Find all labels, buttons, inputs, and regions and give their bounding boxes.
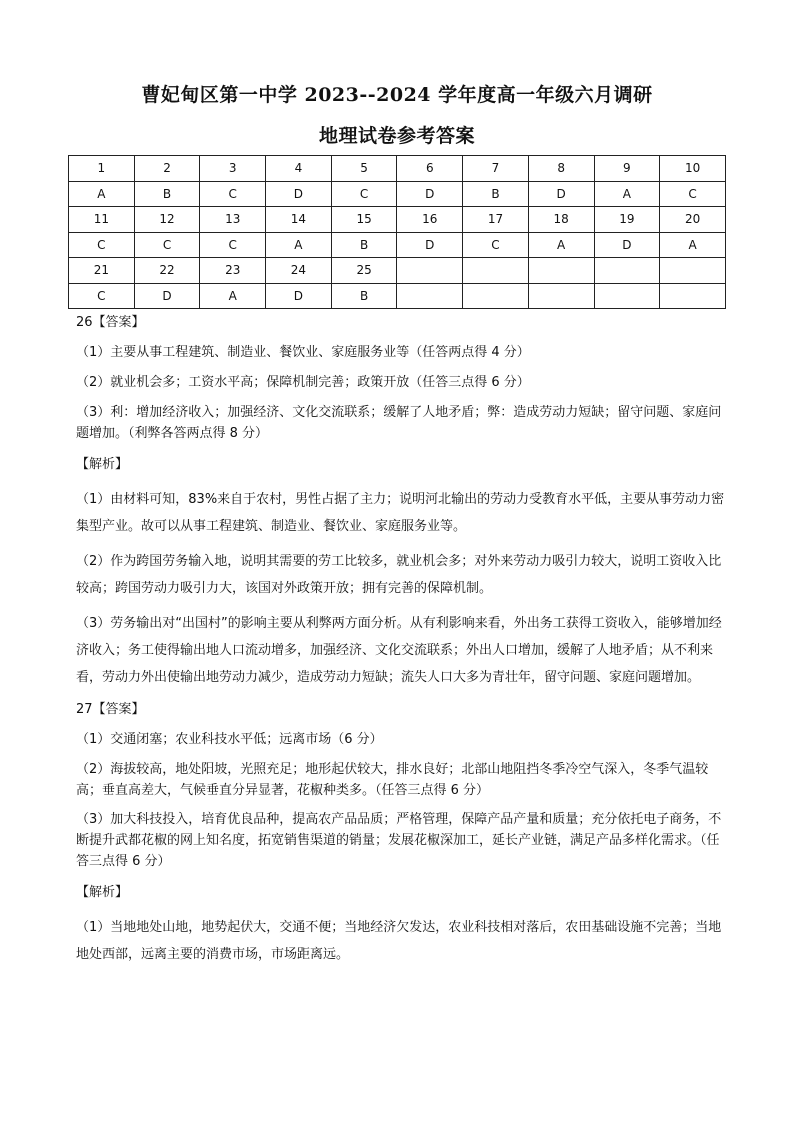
answer-table-cell: 5	[331, 156, 397, 182]
answer-table-cell: 19	[594, 207, 660, 233]
answer-table-cell: 1	[69, 156, 135, 182]
answer-table-row	[69, 156, 726, 182]
answer-table-cell: 6	[397, 156, 463, 182]
q27-analysis-1: （1）当地地处山地，地势起伏大，交通不便；当地经济欠发达，农业科技相对落后，农田基础设施不完善；当地地处西部，远离主要的消费市场，市场距离远。	[76, 920, 722, 962]
answer-table-cell: A	[594, 181, 660, 207]
answer-table-cell: D	[266, 283, 332, 309]
answer-table-cell: 9	[594, 156, 660, 182]
q26-answer-3: （3）利：增加经济收入；加强经济、文化交流联系；缓解了人地矛盾；弊：造成劳动力短缺；留守问题、家庭问题增加。（利弊各答两点得 8 分）	[76, 405, 722, 441]
q26-analysis-2: （2）作为跨国劳务输入地，说明其需要的劳工比较多，就业机会多；对外来劳动力吸引力较大，说明工资收入比较高；跨国劳动力吸引力大，该国对外政策开放；拥有完善的保障机制。	[76, 554, 722, 596]
answer-table-cell: 16	[397, 207, 463, 233]
q26-analysis-3: （3）劳务输出对“出国村”的影响主要从利弊两方面分析。从有利影响来看，外出务工获得工资收入，能够增加经济收入；务工使得输出地人口流动增多，加强经济、文化交流联系；外出人口增加，缓解了人地矛盾；从不利来看，劳动力外出使输出地劳动力减少，造成劳动力短缺；流失人口大多为青壮年，留守问题、家庭问题增加。	[76, 616, 722, 685]
answer-table-cell: B	[331, 232, 397, 258]
answer-table-cell: 8	[528, 156, 594, 182]
answer-table-cell: 4	[266, 156, 332, 182]
answer-table-cell: C	[463, 232, 529, 258]
document-title: 曹妃甸区第一中学 2023--2024 学年度高一年级六月调研	[141, 84, 653, 106]
answer-table-cell: 15	[331, 207, 397, 233]
answer-table-cell: A	[69, 181, 135, 207]
answer-table-cell: D	[528, 181, 594, 207]
answer-table-cell	[594, 258, 660, 284]
answer-table-cell: D	[134, 283, 200, 309]
answer-table-cell	[528, 258, 594, 284]
answer-table-cell: A	[200, 283, 266, 309]
q26-analysis-1: （1）由材料可知，83%来自于农村，男性占据了主力；说明河北输出的劳动力受教育水平低，主要从事劳动力密集型产业。故可以从事工程建筑、制造业、餐饮业、家庭服务业等。	[76, 492, 725, 534]
answer-table-cell: C	[69, 232, 135, 258]
answer-table	[68, 155, 726, 309]
answer-table-cell: 13	[200, 207, 266, 233]
answer-table-cell: D	[266, 181, 332, 207]
answer-table-row	[69, 283, 726, 309]
answer-table-cell	[463, 258, 529, 284]
answer-table-cell: 23	[200, 258, 266, 284]
answer-table-cell: C	[69, 283, 135, 309]
answer-table-cell	[528, 283, 594, 309]
answer-table-cell	[397, 258, 463, 284]
answer-table-cell: B	[331, 283, 397, 309]
answer-table-cell: 18	[528, 207, 594, 233]
q27-answer-heading: 27【答案】	[76, 702, 145, 717]
answer-table-cell	[594, 283, 660, 309]
answer-table-row	[69, 181, 726, 207]
answer-table-cell: 12	[134, 207, 200, 233]
answer-table-cell: C	[200, 232, 266, 258]
q26-analysis-heading: 【解析】	[76, 457, 129, 472]
answer-table-cell: C	[660, 181, 726, 207]
answer-table-row	[69, 207, 726, 233]
answer-table-cell: 2	[134, 156, 200, 182]
answer-table-cell: 7	[463, 156, 529, 182]
answer-table-cell: A	[266, 232, 332, 258]
answer-table-cell: 3	[200, 156, 266, 182]
answer-table-cell: 17	[463, 207, 529, 233]
answer-table-cell	[397, 283, 463, 309]
answer-table-cell	[660, 283, 726, 309]
answer-table-cell: 25	[331, 258, 397, 284]
answer-table-cell: A	[660, 232, 726, 258]
q26-answer-heading: 26【答案】	[76, 315, 145, 330]
answer-table-cell: 11	[69, 207, 135, 233]
answer-table-cell: C	[331, 181, 397, 207]
answer-table-cell: 22	[134, 258, 200, 284]
q26-answer-1: （1）主要从事工程建筑、制造业、餐饮业、家庭服务业等（任答两点得 4 分）	[76, 345, 530, 360]
answer-table-cell: B	[463, 181, 529, 207]
q27-analysis-heading: 【解析】	[76, 885, 129, 900]
answer-table-cell: A	[528, 232, 594, 258]
answer-table-cell: D	[594, 232, 660, 258]
answer-table-row	[69, 258, 726, 284]
answer-table-cell: 21	[69, 258, 135, 284]
answer-table-cell	[463, 283, 529, 309]
answer-table-cell: 20	[660, 207, 726, 233]
answer-table-cell	[660, 258, 726, 284]
answer-table-cell: 10	[660, 156, 726, 182]
answer-table-cell: B	[134, 181, 200, 207]
answer-table-cell: 14	[266, 207, 332, 233]
q27-answer-3: （3）加大科技投入，培育优良品种，提高农产品品质；严格管理，保障产品产量和质量；充分依托电子商务，不断提升武都花椒的网上知名度，拓宽销售渠道的销量；发展花椒深加工，延长产业链，满足产品多样化需求。（任答三点得 6 分）	[76, 812, 722, 869]
answer-table-cell: C	[134, 232, 200, 258]
answer-table-row	[69, 232, 726, 258]
answer-table-cell: D	[397, 232, 463, 258]
document-subtitle: 地理试卷参考答案	[318, 125, 475, 147]
answer-table-cell: 24	[266, 258, 332, 284]
answer-table-cell: D	[397, 181, 463, 207]
answer-body	[76, 312, 726, 968]
answer-table-cell: C	[200, 181, 266, 207]
q26-answer-2: （2）就业机会多；工资水平高；保障机制完善；政策开放（任答三点得 6 分）	[76, 375, 530, 390]
q27-answer-2: （2）海拔较高，地处阳坡，光照充足；地形起伏较大，排水良好；北部山地阻挡冬季冷空气深入，冬季气温较高；垂直高差大，气候垂直分异显著，花椒种类多。（任答三点得 6 分）	[76, 762, 709, 798]
q27-answer-1: （1）交通闭塞；农业科技水平低；远离市场（6 分）	[76, 732, 383, 747]
